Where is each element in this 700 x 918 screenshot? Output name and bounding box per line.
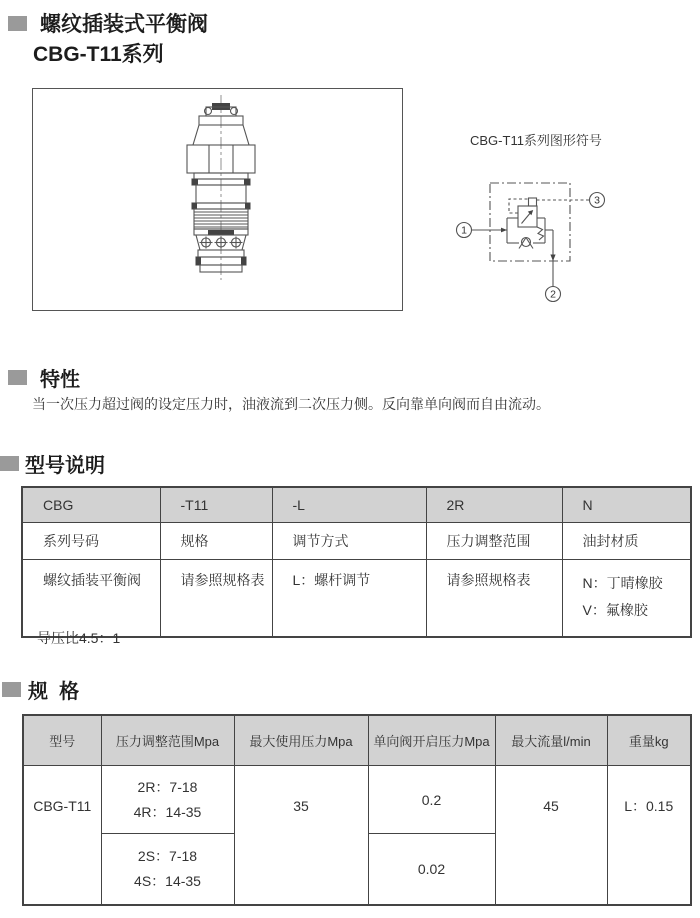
check-open-cell: 0.02 xyxy=(368,834,495,906)
weight-cell: L：0.15 xyxy=(607,766,691,906)
label-cell: 油封材质 xyxy=(562,523,691,560)
port-2-label: 2 xyxy=(550,288,556,301)
label-cell: 规格 xyxy=(160,523,272,560)
spec-column-header: 单向阀开启压力Mpa xyxy=(368,715,495,766)
model-code-table xyxy=(21,486,692,638)
page-title xyxy=(8,8,208,38)
pressure-range-line: 2R：7-18 xyxy=(137,778,198,795)
port-1-label: 1 xyxy=(461,224,467,237)
label-cell: 调节方式 xyxy=(272,523,426,560)
pressure-range-line: 4S：14-35 xyxy=(134,873,201,889)
spec-section-heading xyxy=(2,675,79,704)
section-bullet-icon xyxy=(2,682,21,697)
label-cell: 压力调整范围 xyxy=(426,523,562,560)
spec-table xyxy=(22,714,692,906)
spec-heading-text: 规 格 xyxy=(28,681,80,703)
seal-option: N：丁晴橡胶 xyxy=(582,575,663,591)
features-heading-text: 特性 xyxy=(40,369,80,391)
section-bullet-icon xyxy=(8,370,27,385)
label-cell: 系列号码 xyxy=(22,523,160,560)
spec-column-header: 重量kg xyxy=(607,715,691,766)
model-cell: CBG-T11 xyxy=(23,766,101,906)
pressure-range-cell xyxy=(101,766,234,834)
model-section-heading xyxy=(0,449,105,478)
seal-material-cell xyxy=(562,560,691,638)
check-open-cell: 0.2 xyxy=(368,766,495,834)
spec-header-row xyxy=(23,715,691,766)
seal-option: V：氟橡胶 xyxy=(582,602,648,618)
features-heading xyxy=(8,363,80,392)
section-bullet-icon xyxy=(0,456,19,471)
max-pressure-cell: 35 xyxy=(234,766,368,906)
model-code-row xyxy=(22,487,691,523)
port-3-label: 3 xyxy=(594,194,600,207)
page-title-text: 螺纹插装式平衡阀 xyxy=(40,13,208,36)
pilot-ratio-note: 导压比4.5：1 xyxy=(37,630,121,646)
valve-drawing xyxy=(146,95,296,290)
valve-drawing-frame xyxy=(32,88,403,311)
spec-column-header: 最大使用压力Mpa xyxy=(234,715,368,766)
pressure-range-line: 2S：7-18 xyxy=(137,848,198,864)
desc-cell: 螺纹插装平衡阀 xyxy=(22,560,160,638)
code-cell: CBG xyxy=(22,487,160,523)
model-heading-text: 型号说明 xyxy=(25,455,105,477)
desc-cell: L：螺杆调节 xyxy=(272,560,426,638)
code-cell: N xyxy=(562,487,691,523)
spec-column-header: 压力调整范围Mpa xyxy=(101,715,234,766)
section-bullet-icon xyxy=(8,16,27,31)
symbol-caption: CBG-T11系列图形符号 xyxy=(470,133,602,148)
pressure-range-line: 4R：14-35 xyxy=(133,803,202,820)
pressure-range-cell xyxy=(101,834,234,906)
code-cell: -L xyxy=(272,487,426,523)
code-cell: -T11 xyxy=(160,487,272,523)
model-desc-row xyxy=(22,560,691,638)
model-label-row xyxy=(22,523,691,560)
max-flow-cell: 45 xyxy=(495,766,607,906)
features-description: 当一次压力超过阀的设定压力时，油液流到二次压力侧。反向靠单向阀而自由流动。 xyxy=(32,396,550,412)
desc-cell: 请参照规格表 xyxy=(426,560,562,638)
spec-column-header: 型号 xyxy=(23,715,101,766)
series-subtitle: CBG-T11系列 xyxy=(33,43,164,66)
spec-row-1 xyxy=(23,766,691,834)
code-cell: 2R xyxy=(426,487,562,523)
hydraulic-symbol-diagram xyxy=(440,155,640,325)
desc-cell: 请参照规格表 xyxy=(160,560,272,638)
spec-column-header: 最大流量l/min xyxy=(495,715,607,766)
